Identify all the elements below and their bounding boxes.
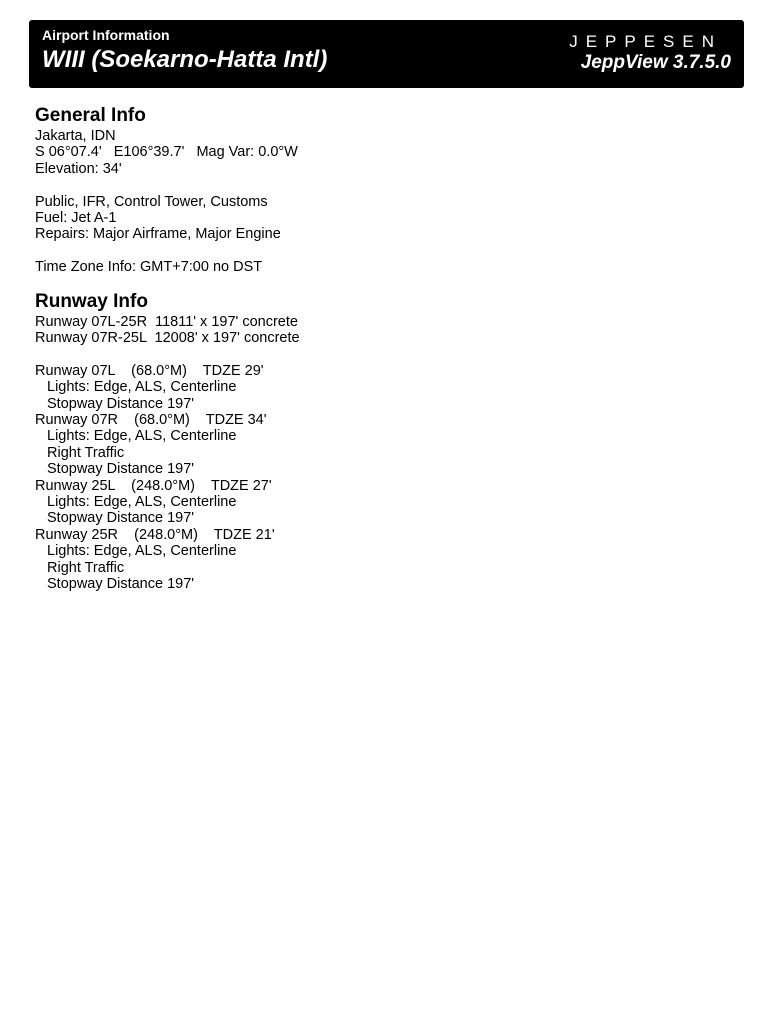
repairs: Repairs: Major Airframe, Major Engine — [35, 226, 281, 243]
runway-title: Runway 25R (248.0°M) TDZE 21' — [35, 526, 275, 543]
runway-detail — [35, 412, 735, 478]
runway-attribute: Stopway Distance 197' — [47, 576, 195, 593]
header-banner — [29, 20, 744, 88]
runway-detail — [35, 478, 735, 527]
runway-attribute: Stopway Distance 197' — [47, 395, 195, 412]
runway-attribute: Lights: Edge, ALS, Centerline — [47, 379, 237, 396]
header-subtitle: Airport Information — [42, 27, 170, 43]
runway-attribute: Right Traffic — [47, 444, 125, 461]
runway-attribute: Stopway Distance 197' — [47, 510, 195, 527]
runway-attribute: Stopway Distance 197' — [47, 461, 195, 478]
runway-attribute: Lights: Edge, ALS, Centerline — [47, 428, 237, 445]
document-body — [35, 104, 735, 593]
runway-summary: Runway 07L-25R 11811' x 197' concrete — [35, 313, 298, 330]
runway-attribute: Lights: Edge, ALS, Centerline — [47, 543, 237, 560]
app-version: JeppView 3.7.5.0 — [580, 52, 731, 73]
runway-attribute: Lights: Edge, ALS, Centerline — [47, 494, 237, 511]
elevation: Elevation: 34' — [35, 160, 122, 177]
fuel: Fuel: Jet A-1 — [35, 210, 117, 227]
runway-title: Runway 07R (68.0°M) TDZE 34' — [35, 412, 267, 429]
location: Jakarta, IDN — [35, 128, 116, 144]
general-info-section — [35, 104, 735, 276]
runway-detail — [35, 527, 735, 593]
runway-info-section — [35, 290, 735, 593]
facilities: Public, IFR, Control Tower, Customs — [35, 193, 268, 210]
runway-title: Runway 07L (68.0°M) TDZE 29' — [35, 362, 264, 379]
runway-detail — [35, 363, 735, 412]
coordinates: S 06°07.4' E106°39.7' Mag Var: 0.0°W — [35, 144, 298, 161]
brand-logo-text: JEPPESEN — [569, 32, 722, 51]
general-info-heading: General Info — [35, 105, 146, 126]
runway-summary: Runway 07R-25L 12008' x 197' concrete — [35, 330, 300, 347]
runway-info-heading: Runway Info — [35, 290, 148, 312]
runway-title: Runway 25L (248.0°M) TDZE 27' — [35, 477, 272, 494]
time-zone: Time Zone Info: GMT+7:00 no DST — [35, 259, 263, 276]
airport-title: WIII (Soekarno-Hatta Intl) — [42, 46, 328, 73]
runway-attribute: Right Traffic — [47, 559, 125, 576]
